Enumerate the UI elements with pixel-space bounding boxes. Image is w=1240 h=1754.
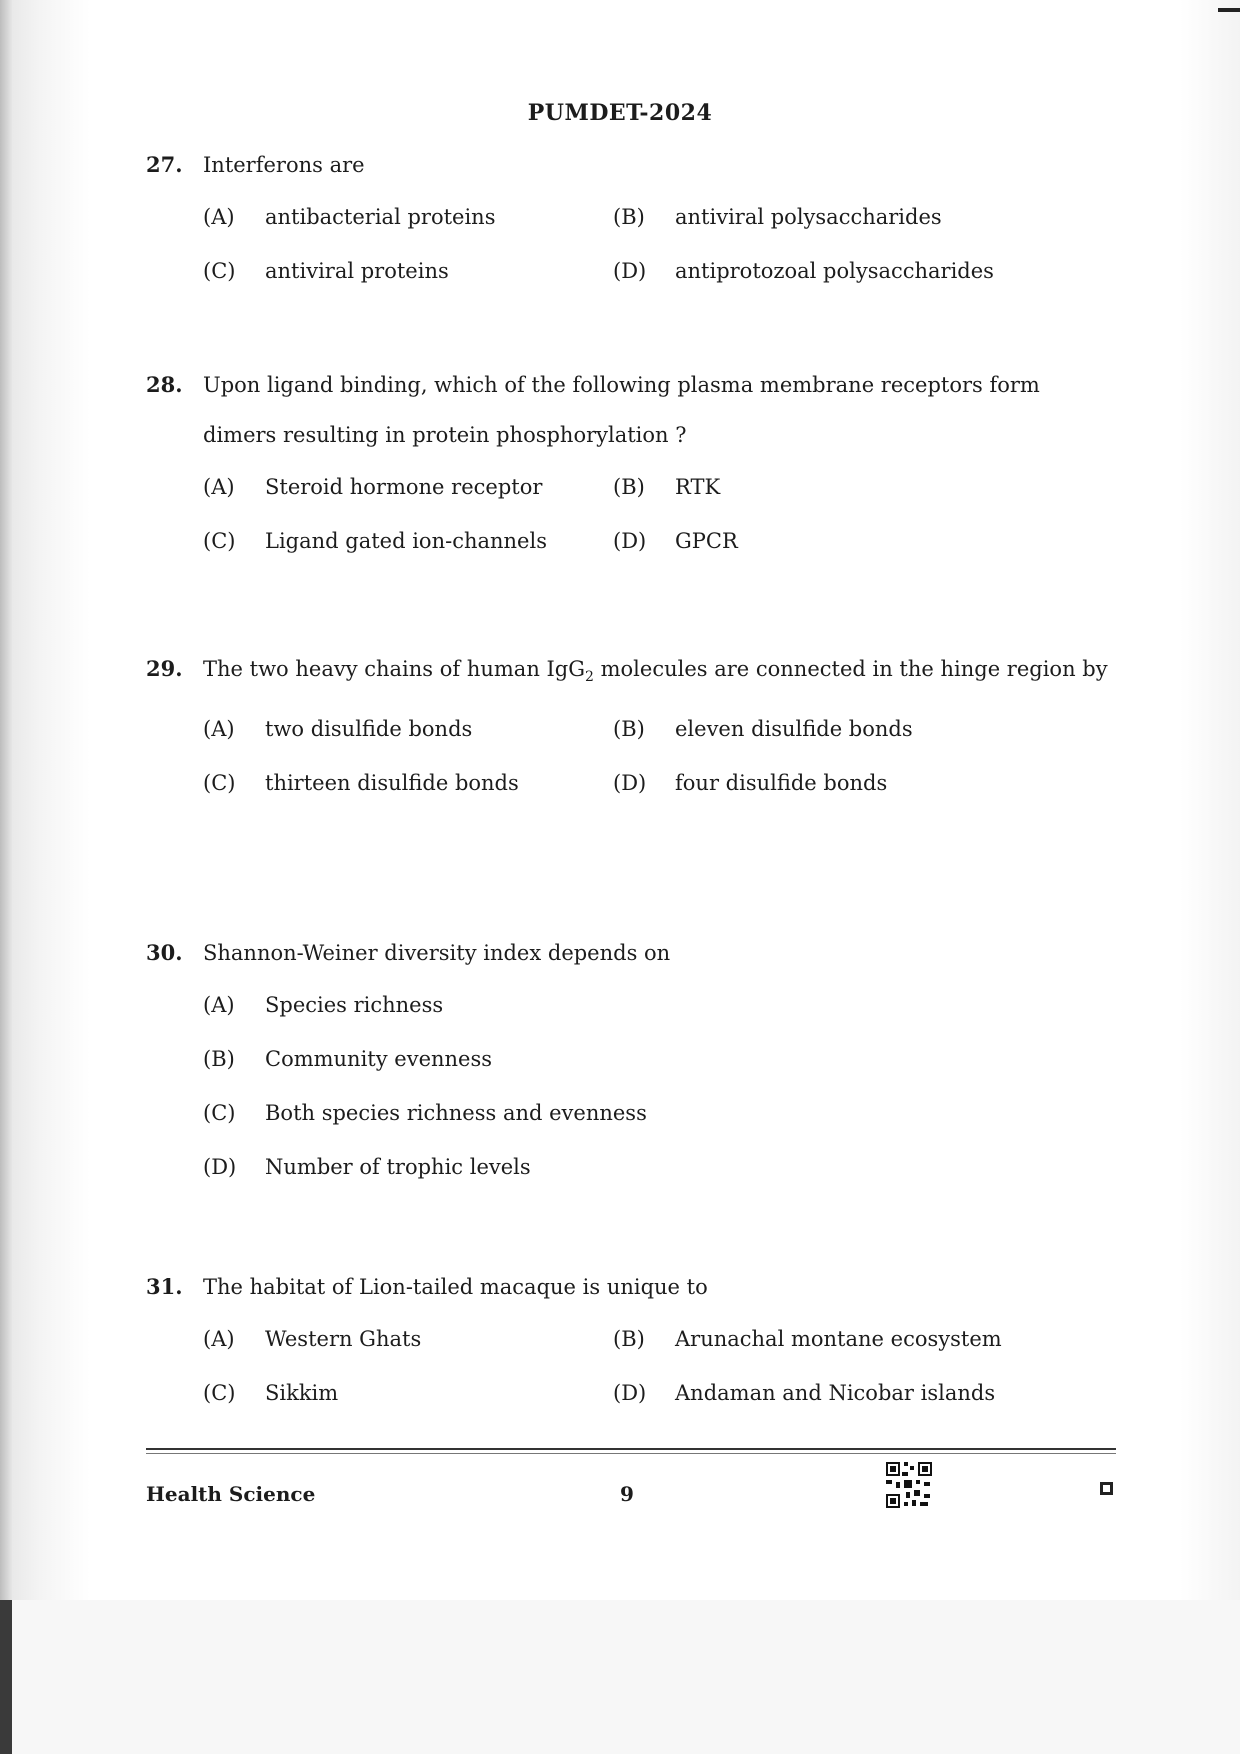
- option-a: (A) antibacterial proteins: [203, 205, 496, 229]
- option-c: (C) Sikkim: [203, 1381, 339, 1405]
- question-number: 29.: [146, 656, 183, 681]
- question-text: The two heavy chains of human IgG$_2$ molecules are connected in the hinge region by: [203, 657, 1108, 685]
- page-title: PUMDET-2024: [527, 100, 713, 126]
- fold-mark: [0, 1600, 12, 1754]
- option-b: (B) eleven disulfide bonds: [613, 717, 913, 741]
- option-b: (B) Arunachal montane ecosystem: [613, 1327, 1002, 1351]
- question-31: [146, 1262, 1116, 1420]
- page-left-edge: [0, 0, 12, 1754]
- option-d: (D) four disulfide bonds: [613, 771, 888, 795]
- option-d: (D) GPCR: [613, 529, 738, 553]
- option-b: (B) Community evenness: [203, 1047, 493, 1071]
- question-27: [146, 140, 1116, 298]
- question-29: [146, 644, 1116, 810]
- question-text: Interferons are: [203, 153, 365, 177]
- footer-divider-thin: [146, 1453, 1116, 1454]
- option-a: (A) Western Ghats: [203, 1327, 422, 1351]
- question-number: 27.: [146, 152, 183, 177]
- question-number: 28.: [146, 372, 183, 397]
- option-d: (D) Andaman and Nicobar islands: [613, 1381, 996, 1405]
- option-b: (B) antiviral polysaccharides: [613, 205, 942, 229]
- page-number: 9: [620, 1482, 634, 1506]
- question-number: 31.: [146, 1274, 183, 1299]
- question-text: The habitat of Lion-tailed macaque is unique to: [203, 1275, 708, 1299]
- subscript: 2: [585, 669, 594, 685]
- question-30: [146, 928, 1116, 1194]
- option-a: (A) two disulfide bonds: [203, 717, 473, 741]
- qr-code-icon: [884, 1460, 934, 1510]
- question-text: Upon ligand binding, which of the following plasma membrane receptors form dimers resulting in protein phosphorylation ?: [203, 373, 1040, 447]
- option-b: (B) RTK: [613, 475, 721, 499]
- option-d: (D) Number of trophic levels: [203, 1155, 531, 1179]
- question-number: 30.: [146, 940, 183, 965]
- option-c: (C) Both species richness and evenness: [203, 1101, 647, 1125]
- footer-divider: [146, 1448, 1116, 1450]
- page-bottom-band: [0, 1600, 1240, 1754]
- option-c: (C) Ligand gated ion-channels: [203, 529, 547, 553]
- question-text: Shannon-Weiner diversity index depends on: [203, 941, 671, 965]
- option-c: (C) thirteen disulfide bonds: [203, 771, 519, 795]
- question-28: [146, 360, 1116, 568]
- square-icon: [1100, 1482, 1113, 1495]
- option-a: (A) Steroid hormone receptor: [203, 475, 543, 499]
- option-d: (D) antiprotozoal polysaccharides: [613, 259, 994, 283]
- option-a: (A) Species richness: [203, 993, 444, 1017]
- edge-mark: [1218, 8, 1240, 12]
- footer-subject: Health Science: [146, 1482, 316, 1506]
- option-c: (C) antiviral proteins: [203, 259, 449, 283]
